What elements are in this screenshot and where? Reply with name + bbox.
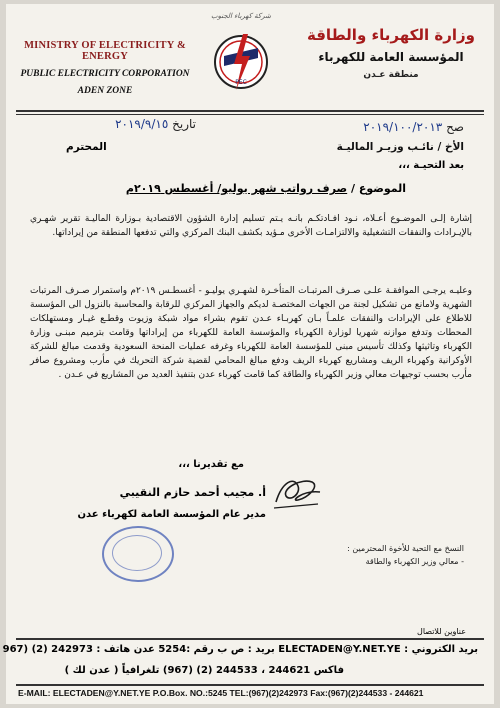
english-letterhead [20, 40, 190, 96]
logo-brand-text: شركة كهرباء الجنوب [211, 12, 271, 20]
subject-label: الموضوع / [351, 182, 407, 195]
signatory-name: أ. مجيب أحمد حازم النقيبي [119, 486, 266, 499]
reference-number [284, 120, 464, 134]
svg-text:PEC: PEC [235, 79, 247, 86]
date-value: ٢٠١٩/٩/١٥ [115, 117, 169, 131]
body-paragraph-1: إشارة إلـى الموضـوع أعـلاه، نـود افـادتكـم بانـه يـتم تسليم إدارة الشؤون الاقتصادية بـوزارة الماليـة تقرير شهـري بالإيـرادات والنفقات التشغيلية والالتزامـات الأخرى مـؤيد بكشف البنك المركزي والتي تدفعها المنطقة من إيراداتها. [30, 214, 472, 238]
header-divider [16, 110, 484, 112]
corporation-name-ar: المؤسسة العامة للكهرباء [318, 50, 464, 64]
footer-contacts-label: عناوين للاتصال [417, 627, 466, 636]
addressee: الأخ / نائـب وزيـر الماليـة [336, 141, 464, 153]
footer-divider [16, 638, 484, 640]
copies-to [347, 544, 464, 566]
reference-label: صح [446, 120, 464, 134]
footer-email-line-ar: بريد الكتروني : ELECTADEN@Y.NET.YE بريد : ص ب رقم :5254 عدن هاتف : 242973 (2) (967 [2, 644, 478, 655]
signatory-block [66, 486, 266, 520]
letter-date [46, 117, 196, 131]
zone-name-en: ADEN ZONE [77, 86, 133, 96]
honorific: المحترم [66, 141, 107, 153]
corporation-logo [210, 12, 272, 104]
ministry-name-en: MINISTRY OF ELECTRICITY & ENERGY [24, 40, 186, 62]
logo-emblem-icon [210, 12, 272, 104]
official-stamp [102, 526, 174, 582]
reference-value: ٢٠١٩/١٠٠/٢٠١٣ [363, 120, 443, 134]
footer-divider-bottom [16, 684, 484, 686]
handwritten-signature [268, 468, 328, 514]
footer-fax-line-ar: فاكس 244621 ، 244533 (2) (967) تلغرافياً ( عدن لك ) [64, 665, 344, 676]
footer-english-line: E-MAIL: ELECTADEN@Y.NET.YE P.O.Box. NO.:5245 TEL:(967)(2)242973 Fax:(967)(2)244533 - 244621 [18, 688, 424, 698]
header-divider-thin [16, 114, 484, 115]
body-paragraph-2: وعليـه يرجـى الموافقـة علـى صـرف المرتبـات المتأخـرة لشهـري يوليـو - أغسطـس ٢٠١٩م واستمرار صـرف المرتبات الشهرية ولامانع من تشكيل لجنة من الجهات المختصـة لديكم والجهاز المركزي للرقابة والمحاسبة بالنزول الى المؤسسة للاطلاع على الإيرادات والنفقات علمـاً بـان كهربـاء عـدن تقوم بشراء مواد شبكة وزيوت وقطـع غيـار ومستهلكات المحطات وتدفع موازنه شهريا لوزارة الكهرباء والمؤسسة العامة للكهرباء من إيراداتها وقامت بترميم مبنـى وزارة الكهرباء وتاثيثها وكذلك تأسيس مبنى للمؤسسة العامة للكهرباء وغرفه عمليات المنحة السعودية وقدمت مبالغ للشركة الأوكرانية وكهرباء الريف ومشاريع كهرباء الريف ودفع مبالغ المحامي لقضية شركة التحريك في مأرب ومشروع صافر مأرب بحسب توجيهات معالي وزير الكهرباء والطاقة كما قامت كهرباء عدن بتنفيذ العديد من المشاريع في عـدن . [30, 286, 472, 380]
signatory-title: مدير عام المؤسسة العامة لكهرباء عدن [77, 509, 266, 520]
zone-name-ar: منطقة عـدن [363, 70, 419, 80]
ministry-name-ar: وزارة الكهرباء والطاقة [307, 26, 475, 44]
copies-item: - معالي وزير الكهرباء والطاقة [365, 557, 464, 566]
arabic-letterhead [296, 26, 486, 80]
subject-line [86, 182, 446, 195]
greeting: بعد التحيـة ،،، [398, 160, 464, 171]
letter-page [2, 4, 494, 704]
closing-phrase: مع تقديرنا ،،، [178, 459, 244, 470]
date-label: تاريخ [172, 117, 196, 131]
subject-value: صرف رواتب شهر يوليو/ أغسطس ٢٠١٩م [125, 182, 348, 195]
corporation-name-en: PUBLIC ELECTRICITY CORPORATION [20, 69, 190, 79]
copies-heading: النسخ مع التحية للأخوة المحترمين : [347, 544, 464, 553]
